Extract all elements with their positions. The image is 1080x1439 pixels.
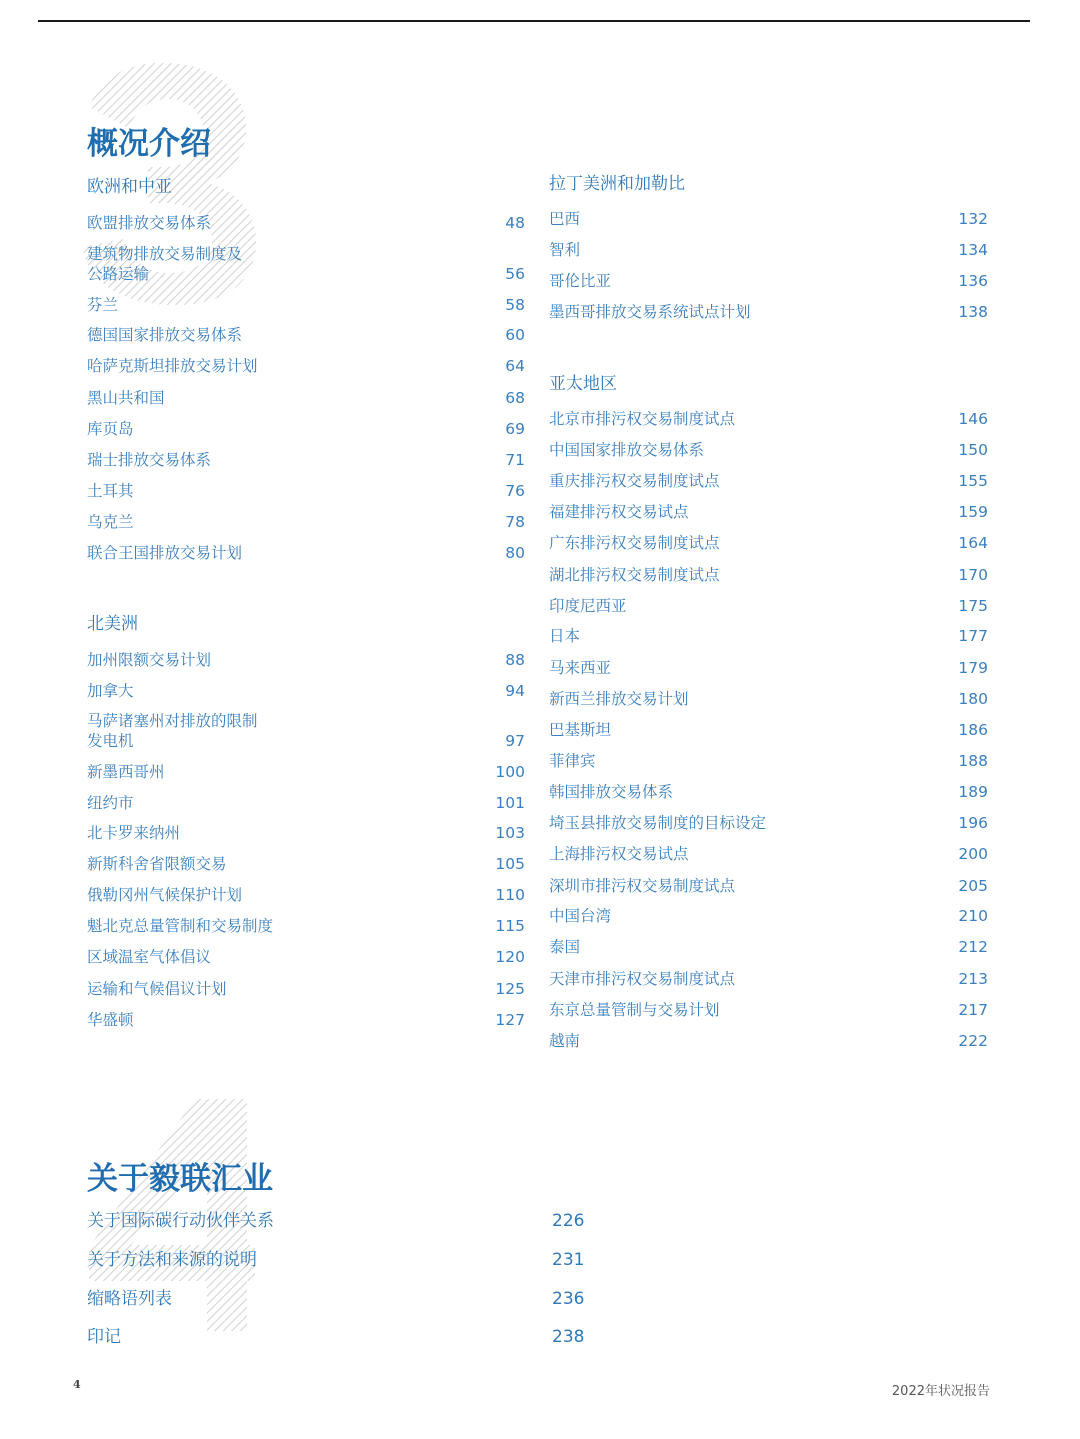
toc-entry-page: 200 [958, 845, 988, 863]
toc-entry[interactable] [87, 450, 525, 470]
toc-entry-label: 马来西亚 [549, 659, 612, 677]
toc-entry-label: 菲律宾 [549, 752, 596, 770]
toc-entry-label: 建筑物排放交易制度及 公路运输 [87, 245, 243, 283]
toc-entry[interactable] [87, 979, 525, 999]
toc-entry[interactable] [87, 681, 525, 701]
toc-entry[interactable] [87, 356, 525, 376]
toc-entry-label: 巴基斯坦 [549, 721, 612, 739]
toc-entry-label: 泰国 [549, 938, 581, 956]
toc-entry-page: 71 [505, 451, 525, 469]
toc-entry-label: 俄勒冈州气候保护计划 [87, 886, 243, 904]
toc-entry-page: 110 [495, 886, 525, 904]
toc-entry-page: 236 [552, 1289, 585, 1309]
toc-entry-label: 中国国家排放交易体系 [549, 441, 705, 459]
toc-entry-page: 78 [505, 513, 525, 531]
toc-entry-label: 加拿大 [87, 682, 134, 700]
toc-entry-label: 哥伦比亚 [549, 272, 612, 290]
toc-entry-label: 印记 [87, 1327, 121, 1347]
toc-entry-label: 瑞士排放交易体系 [87, 451, 212, 469]
toc-entry[interactable] [87, 916, 525, 936]
toc-entry-page: 136 [958, 272, 988, 290]
toc-entry[interactable] [549, 751, 988, 771]
toc-entry[interactable] [87, 419, 525, 439]
toc-entry-page: 56 [505, 265, 525, 283]
toc-entry-label: 重庆排污权交易制度试点 [549, 472, 720, 490]
toc-entry-page: 189 [958, 783, 988, 801]
toc-entry[interactable] [87, 1010, 525, 1030]
toc-entry-label: 乌克兰 [87, 513, 134, 531]
region-title-latin-america: 拉丁美洲和加勒比 [549, 174, 685, 194]
toc-entry[interactable] [87, 244, 525, 284]
toc-entry-page: 103 [495, 824, 525, 842]
toc-entry-label: 中国台湾 [549, 907, 612, 925]
toc-entry-label: 运输和气候倡议计划 [87, 980, 227, 998]
toc-entry-label: 上海排污权交易试点 [549, 845, 689, 863]
toc-entry[interactable] [87, 711, 525, 751]
toc-entry[interactable] [549, 844, 988, 864]
toc-entry-page: 231 [552, 1250, 585, 1270]
toc-entry-page: 205 [958, 877, 988, 895]
toc-entry[interactable] [87, 1249, 585, 1271]
toc-entry[interactable] [87, 213, 525, 233]
toc-entry-label: 联合王国排放交易计划 [87, 544, 243, 562]
toc-entry-page: 48 [505, 214, 525, 232]
toc-entry-page: 58 [505, 296, 525, 314]
toc-entry-page: 196 [958, 814, 988, 832]
toc-entry-label: 智利 [549, 241, 581, 259]
toc-entry-page: 60 [505, 326, 525, 344]
toc-entry[interactable] [87, 885, 525, 905]
toc-entry-page: 101 [495, 794, 525, 812]
toc-entry-label: 新西兰排放交易计划 [549, 690, 689, 708]
toc-entry-label: 北京市排污权交易制度试点 [549, 410, 736, 428]
toc-entry[interactable] [549, 937, 988, 957]
toc-entry[interactable] [87, 1288, 585, 1310]
toc-entry-label: 马萨诸塞州对排放的限制 发电机 [87, 712, 258, 750]
toc-entry[interactable] [87, 793, 525, 813]
toc-entry-label: 巴西 [549, 210, 581, 228]
toc-entry-label: 福建排污权交易试点 [549, 503, 689, 521]
toc-entry[interactable] [549, 658, 988, 678]
toc-entry-label: 广东排污权交易制度试点 [549, 534, 720, 552]
toc-entry-page: 146 [958, 410, 988, 428]
toc-entry-label: 魁北克总量管制和交易制度 [87, 917, 274, 935]
toc-entry-label: 湖北排污权交易制度试点 [549, 566, 720, 584]
region-title-asia-pacific: 亚太地区 [549, 374, 617, 394]
toc-entry-label: 哈萨克斯坦排放交易计划 [87, 357, 258, 375]
toc-entry-label: 越南 [549, 1032, 581, 1050]
report-title: 2022年状况报告 [891, 1384, 990, 1399]
toc-entry-page: 150 [958, 441, 988, 459]
toc-entry[interactable] [87, 1326, 585, 1348]
section-3-title: 概况介绍 [87, 126, 211, 162]
toc-entry-page: 155 [958, 472, 988, 490]
toc-entry-page: 186 [958, 721, 988, 739]
toc-entry-label: 新斯科舍省限额交易 [87, 855, 227, 873]
toc-entry-page: 238 [552, 1327, 585, 1347]
toc-entry-page: 159 [958, 503, 988, 521]
toc-entry-label: 芬兰 [87, 296, 119, 314]
toc-entry[interactable] [549, 565, 988, 585]
toc-entry-page: 97 [505, 732, 525, 750]
toc-entry-label: 新墨西哥州 [87, 763, 165, 781]
toc-entry-page: 69 [505, 420, 525, 438]
toc-entry[interactable] [87, 762, 525, 782]
toc-entry-page: 94 [505, 682, 525, 700]
toc-entry-label: 深圳市排污权交易制度试点 [549, 877, 736, 895]
toc-entry-label: 黑山共和国 [87, 389, 165, 407]
page-number: 4 [73, 1378, 81, 1391]
toc-entry[interactable] [549, 626, 988, 646]
toc-entry-page: 125 [495, 980, 525, 998]
toc-entry[interactable] [87, 481, 525, 501]
toc-entry-label: 华盛顿 [87, 1011, 134, 1029]
toc-entry[interactable] [549, 533, 988, 553]
toc-entry[interactable] [549, 1000, 988, 1020]
toc-entry[interactable] [549, 876, 988, 896]
top-rule [38, 20, 1030, 22]
toc-entry-page: 134 [958, 241, 988, 259]
toc-entry-page: 179 [958, 659, 988, 677]
toc-entry-page: 217 [958, 1001, 988, 1019]
toc-entry[interactable] [549, 471, 988, 491]
toc-entry-label: 关于方法和来源的说明 [87, 1250, 257, 1270]
toc-entry-page: 64 [505, 357, 525, 375]
toc-entry[interactable] [87, 947, 525, 967]
toc-entry-label: 区域温室气体倡议 [87, 948, 212, 966]
toc-entry-label: 关于国际碳行动伙伴关系 [87, 1211, 274, 1231]
toc-entry-page: 177 [958, 627, 988, 645]
toc-entry-page: 226 [552, 1211, 585, 1231]
toc-entry-page: 175 [958, 597, 988, 615]
toc-entry[interactable] [549, 689, 988, 709]
toc-entry-page: 127 [495, 1011, 525, 1029]
toc-entry[interactable] [549, 302, 988, 322]
toc-entry-page: 212 [958, 938, 988, 956]
toc-entry-label: 印度尼西亚 [549, 597, 627, 615]
toc-entry-page: 222 [958, 1032, 988, 1050]
toc-entry-label: 墨西哥排放交易系统试点计划 [549, 303, 751, 321]
toc-entry-page: 88 [505, 651, 525, 669]
toc-entry-page: 115 [495, 917, 525, 935]
region-title-north-america: 北美洲 [87, 614, 138, 634]
toc-entry[interactable] [549, 209, 988, 229]
toc-entry-page: 76 [505, 482, 525, 500]
toc-entry-label: 土耳其 [87, 482, 134, 500]
toc-entry-label: 欧盟排放交易体系 [87, 214, 212, 232]
toc-entry[interactable] [87, 512, 525, 532]
toc-entry[interactable] [87, 823, 525, 843]
toc-entry[interactable] [87, 1210, 585, 1232]
toc-entry-label: 东京总量管制与交易计划 [549, 1001, 720, 1019]
toc-entry[interactable] [549, 720, 988, 740]
toc-entry[interactable] [87, 543, 525, 563]
toc-entry[interactable] [549, 240, 988, 260]
toc-entry-label: 缩略语列表 [87, 1289, 172, 1309]
toc-entry[interactable] [87, 295, 525, 315]
toc-entry[interactable] [549, 969, 988, 989]
toc-entry[interactable] [549, 440, 988, 460]
toc-entry[interactable] [549, 596, 988, 616]
toc-entry[interactable] [87, 854, 525, 874]
toc-entry[interactable] [549, 1031, 988, 1051]
toc-entry[interactable] [87, 388, 525, 408]
toc-entry-label: 库页岛 [87, 420, 134, 438]
toc-entry-page: 105 [495, 855, 525, 873]
toc-entry-page: 188 [958, 752, 988, 770]
toc-entry-page: 164 [958, 534, 988, 552]
toc-entry-label: 加州限额交易计划 [87, 651, 212, 669]
toc-entry-label: 韩国排放交易体系 [549, 783, 674, 801]
toc-entry-page: 132 [958, 210, 988, 228]
toc-entry-label: 北卡罗来纳州 [87, 824, 181, 842]
toc-entry-page: 68 [505, 389, 525, 407]
toc-entry[interactable] [549, 409, 988, 429]
toc-entry[interactable] [549, 502, 988, 522]
region-title-europe: 欧洲和中亚 [87, 177, 172, 197]
toc-entry-page: 120 [495, 948, 525, 966]
toc-entry[interactable] [549, 906, 988, 926]
toc-entry-label: 德国国家排放交易体系 [87, 326, 243, 344]
toc-entry[interactable] [87, 325, 525, 345]
toc-entry-label: 埼玉县排放交易制度的目标设定 [549, 814, 767, 832]
section-4-title: 关于毅联汇业 [87, 1161, 273, 1197]
toc-entry[interactable] [549, 813, 988, 833]
toc-entry-page: 100 [495, 763, 525, 781]
toc-entry-page: 80 [505, 544, 525, 562]
toc-entry-label: 日本 [549, 627, 581, 645]
toc-entry-page: 170 [958, 566, 988, 584]
toc-entry-label: 天津市排污权交易制度试点 [549, 970, 736, 988]
toc-entry-page: 180 [958, 690, 988, 708]
toc-entry[interactable] [87, 650, 525, 670]
toc-entry-page: 213 [958, 970, 988, 988]
toc-entry-label: 纽约市 [87, 794, 134, 812]
toc-entry-page: 210 [958, 907, 988, 925]
toc-entry[interactable] [549, 782, 988, 802]
toc-entry[interactable] [549, 271, 988, 291]
toc-entry-page: 138 [958, 303, 988, 321]
